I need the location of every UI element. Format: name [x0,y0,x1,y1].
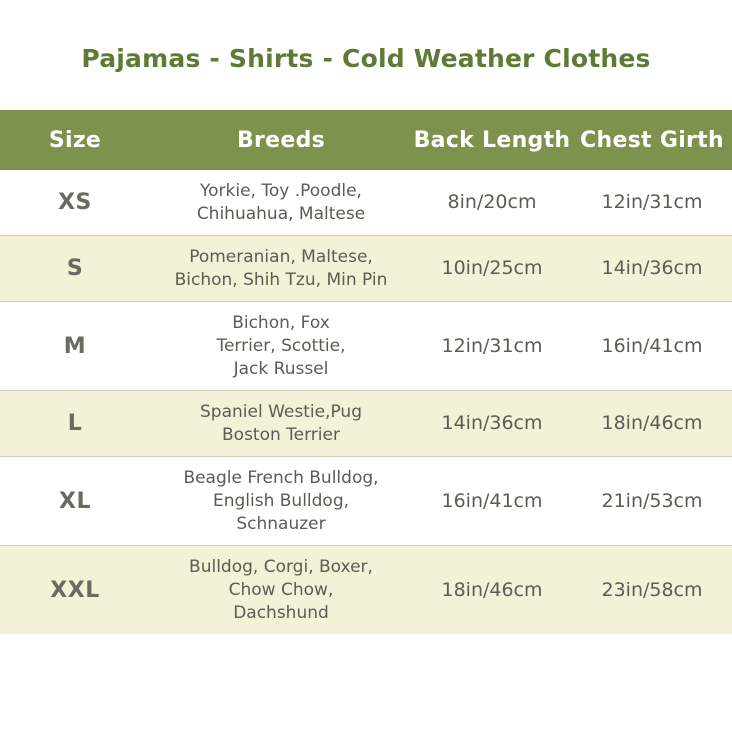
cell-back-length: 8in/20cm [412,170,572,236]
breeds-line: Terrier, Scottie, [216,336,346,357]
cell-size: M [0,302,150,391]
table-row [0,457,732,546]
cell-size: S [0,236,150,302]
cell-chest-girth: 16in/41cm [572,302,732,391]
breeds-line: Bichon, Fox [232,313,330,334]
cell-breeds [150,302,412,391]
breeds-line: Bulldog, Corgi, Boxer, [189,557,373,578]
header-row [0,110,732,170]
table-row [0,546,732,634]
size-table-container [0,110,732,634]
cell-chest-girth: 14in/36cm [572,236,732,302]
cell-size: XL [0,457,150,546]
size-chart-table [0,110,732,634]
breeds-line: Pomeranian, Maltese, [189,247,373,268]
table-row [0,302,732,391]
table-row [0,170,732,236]
cell-chest-girth: 12in/31cm [572,170,732,236]
breeds-line: Dachshund [233,602,329,623]
cell-breeds [150,546,412,634]
breeds-line: English Bulldog, [212,491,350,512]
column-header-chest-girth: Chest Girth [572,110,732,170]
cell-chest-girth: 23in/58cm [572,546,732,634]
cell-chest-girth: 18in/46cm [572,391,732,457]
cell-breeds [150,170,412,236]
column-header-size: Size [0,110,150,170]
column-header-breeds: Breeds [150,110,412,170]
cell-chest-girth: 21in/53cm [572,457,732,546]
breeds-line: Schnauzer [236,513,326,534]
cell-breeds [150,457,412,546]
breeds-line: Boston Terrier [222,424,340,445]
breeds-line: Beagle French Bulldog, [183,468,379,489]
table-header [0,110,732,170]
cell-back-length: 14in/36cm [412,391,572,457]
table-row [0,391,732,457]
breeds-line: Yorkie, Toy .Poodle, [200,181,362,201]
cell-back-length: 16in/41cm [412,457,572,546]
table-body [0,170,732,634]
cell-breeds [150,391,412,457]
breeds-line: Spaniel Westie,Pug [200,402,362,423]
cell-size: XS [0,170,150,236]
page-title: Pajamas - Shirts - Cold Weather Clothes [81,44,651,73]
cell-back-length: 10in/25cm [412,236,572,302]
breeds-line: Jack Russel [233,358,329,379]
breeds-line: Bichon, Shih Tzu, Min Pin [174,269,388,290]
cell-back-length: 12in/31cm [412,302,572,391]
table-row [0,236,732,302]
breeds-line: Chihuahua, Maltese [196,203,366,224]
cell-breeds [150,236,412,302]
breeds-line: Chow Chow, [228,579,334,600]
cell-size: L [0,391,150,457]
cell-back-length: 18in/46cm [412,546,572,634]
cell-size: XXL [0,546,150,634]
column-header-back-length: Back Length [412,110,572,170]
